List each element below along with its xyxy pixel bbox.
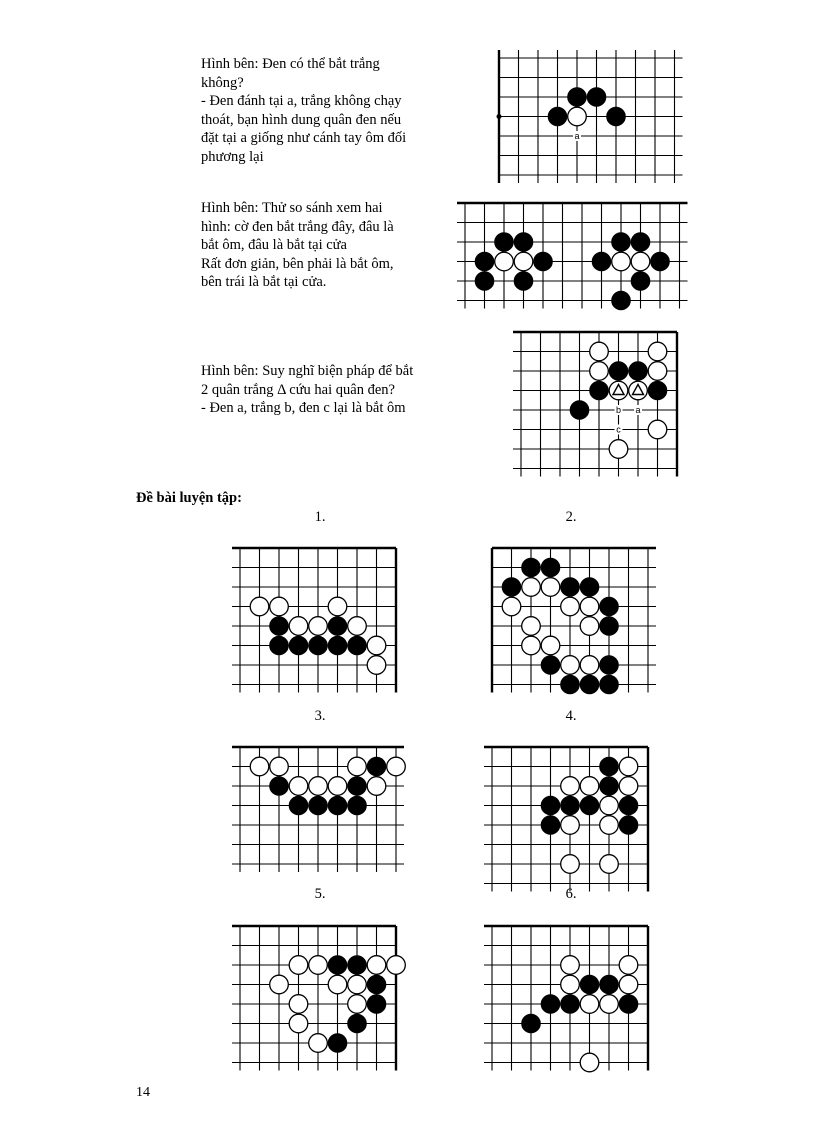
white-stone <box>590 362 609 381</box>
page-number: 14 <box>136 1085 150 1100</box>
black-stone <box>541 656 560 675</box>
black-stone <box>514 272 533 291</box>
white-stone <box>289 617 308 636</box>
white-stone <box>289 956 308 975</box>
white-stone <box>580 777 599 796</box>
black-stone <box>600 675 619 694</box>
white-stone <box>309 617 328 636</box>
white-stone <box>367 777 386 796</box>
black-stone <box>651 252 670 271</box>
black-stone <box>631 233 650 252</box>
white-stone <box>580 617 599 636</box>
black-stone <box>367 975 386 994</box>
black-stone <box>289 636 308 655</box>
black-stone <box>580 675 599 694</box>
black-stone <box>328 796 347 815</box>
explanation-line: không? <box>201 74 244 91</box>
white-stone <box>580 656 599 675</box>
white-stone <box>348 757 367 776</box>
black-stone <box>348 956 367 975</box>
black-stone <box>348 636 367 655</box>
black-stone <box>328 956 347 975</box>
white-stone <box>522 578 541 597</box>
problem-number-1: 1. <box>314 509 326 525</box>
black-stone <box>367 995 386 1014</box>
white-stone <box>309 777 328 796</box>
black-stone <box>629 362 648 381</box>
explanation-line: hình: cờ đen bắt trắng đây, đâu là <box>201 218 394 235</box>
white-stone <box>270 975 289 994</box>
explanation-line: 2 quân trắng Δ cứu hai quân đen? <box>201 381 395 398</box>
black-stone <box>514 233 533 252</box>
white-stone <box>612 252 631 271</box>
white-stone <box>250 757 269 776</box>
section-title: Đề bài luyện tập: <box>136 490 242 506</box>
white-stone <box>631 252 650 271</box>
white-stone <box>619 956 638 975</box>
black-stone <box>534 252 553 271</box>
black-stone <box>328 636 347 655</box>
white-stone <box>348 995 367 1014</box>
problem-board-2 <box>482 538 652 680</box>
diagram-b <box>455 193 680 303</box>
white-stone <box>541 636 560 655</box>
white-stone <box>609 440 628 459</box>
white-stone <box>367 656 386 675</box>
problem-board-6 <box>482 916 652 1076</box>
black-stone <box>600 656 619 675</box>
white-stone <box>348 617 367 636</box>
white-stone <box>648 342 667 361</box>
hoshi-point <box>497 114 502 119</box>
white-stone <box>600 816 619 835</box>
white-stone <box>348 975 367 994</box>
black-stone <box>502 578 521 597</box>
white-stone <box>619 777 638 796</box>
black-stone <box>619 796 638 815</box>
black-stone <box>590 381 609 400</box>
black-stone <box>619 995 638 1014</box>
black-stone <box>561 675 580 694</box>
white-stone <box>590 342 609 361</box>
explanation-line: Hình bên: Suy nghĩ biện pháp để bắt <box>201 363 414 379</box>
white-stone <box>289 995 308 1014</box>
black-stone <box>495 233 514 252</box>
white-stone <box>309 1034 328 1053</box>
white-stone <box>387 956 406 975</box>
explanation-line: - Đen đánh tại a, trắng không chạy <box>201 93 402 109</box>
problem-board-3 <box>230 737 410 862</box>
black-stone <box>475 272 494 291</box>
white-stone <box>522 636 541 655</box>
black-stone <box>600 777 619 796</box>
black-stone <box>612 233 631 252</box>
black-stone <box>607 107 626 126</box>
white-stone <box>250 597 269 616</box>
explanation-line: thoát, bạn hình dung quân đen nếu <box>201 111 402 128</box>
black-stone <box>270 777 289 796</box>
black-stone <box>270 636 289 655</box>
diagram-c <box>511 322 681 464</box>
point-label-c: c <box>616 424 621 435</box>
black-stone <box>522 1014 541 1033</box>
black-stone <box>600 757 619 776</box>
black-stone <box>548 107 567 126</box>
white-stone <box>648 362 667 381</box>
black-stone <box>541 995 560 1014</box>
white-stone <box>600 796 619 815</box>
black-stone <box>587 88 606 107</box>
explanation-line: phương lại <box>201 148 264 165</box>
black-stone <box>580 975 599 994</box>
black-stone <box>612 291 631 310</box>
point-label-a: a <box>635 405 641 415</box>
black-stone <box>609 362 628 381</box>
white-stone <box>309 956 328 975</box>
explanation-line: bên trái là bắt tại cửa. <box>201 274 327 290</box>
white-stone <box>328 597 347 616</box>
white-stone <box>522 617 541 636</box>
white-stone <box>561 975 580 994</box>
problem-number-5: 5. <box>314 886 326 902</box>
black-stone <box>522 558 541 577</box>
black-stone <box>561 578 580 597</box>
white-stone <box>561 597 580 616</box>
white-stone <box>541 578 560 597</box>
white-stone <box>367 636 386 655</box>
problem-board-4 <box>482 737 652 879</box>
black-stone <box>568 88 587 107</box>
white-stone <box>619 975 638 994</box>
white-stone <box>580 995 599 1014</box>
black-stone <box>570 401 589 420</box>
black-stone <box>541 796 560 815</box>
black-stone <box>367 757 386 776</box>
problem-board-5 <box>230 916 400 1058</box>
white-stone <box>561 855 580 874</box>
black-stone <box>328 1034 347 1053</box>
black-stone <box>328 617 347 636</box>
black-stone <box>580 796 599 815</box>
problem-number-6: 6. <box>565 886 577 902</box>
black-stone <box>309 796 328 815</box>
explanation-line: Rất đơn giản, bên phải là bắt ôm, <box>201 255 394 272</box>
black-stone <box>600 617 619 636</box>
white-stone <box>270 597 289 616</box>
black-stone <box>619 816 638 835</box>
white-stone <box>289 777 308 796</box>
black-stone <box>348 1014 367 1033</box>
black-stone <box>561 995 580 1014</box>
white-stone <box>502 597 521 616</box>
white-stone <box>619 757 638 776</box>
problem-number-3: 3. <box>314 708 326 724</box>
diagram-a <box>489 48 679 173</box>
black-stone <box>631 272 650 291</box>
white-stone <box>561 956 580 975</box>
black-stone <box>592 252 611 271</box>
white-stone <box>561 816 580 835</box>
white-stone <box>328 777 347 796</box>
black-stone <box>600 597 619 616</box>
grid-lines <box>499 50 683 183</box>
black-stone <box>348 796 367 815</box>
explanation-line: - Đen a, trắng b, đen c lại là bắt ôm <box>201 400 406 416</box>
black-stone <box>348 777 367 796</box>
white-stone <box>600 855 619 874</box>
white-stone <box>648 420 667 439</box>
black-stone <box>475 252 494 271</box>
black-stone <box>541 558 560 577</box>
white-stone <box>600 995 619 1014</box>
white-stone <box>561 777 580 796</box>
black-stone <box>648 381 667 400</box>
black-stone <box>600 975 619 994</box>
black-stone <box>541 816 560 835</box>
explanation-line: Hình bên: Thử so sánh xem hai <box>201 200 383 216</box>
explanation-line: đặt tại a giống như cánh tay ôm đối <box>201 130 407 146</box>
point-label-b: b <box>615 405 622 415</box>
white-stone <box>289 1014 308 1033</box>
white-stone <box>495 252 514 271</box>
explanation-line: Hình bên: Đen có thể bắt trắng <box>201 56 380 72</box>
white-stone <box>580 1053 599 1072</box>
black-stone <box>289 796 308 815</box>
white-stone <box>270 757 289 776</box>
black-stone <box>309 636 328 655</box>
explanation-2 <box>201 199 439 292</box>
white-stone <box>514 252 533 271</box>
explanation-1 <box>201 55 439 166</box>
white-stone <box>367 956 386 975</box>
problem-board-1 <box>230 538 400 680</box>
black-stone <box>561 796 580 815</box>
explanation-3 <box>201 362 441 418</box>
problem-number-4: 4. <box>565 708 577 724</box>
problem-number-2: 2. <box>565 509 577 525</box>
explanation-line: bắt ôm, đâu là bắt tại cửa <box>201 237 347 253</box>
white-stone <box>328 975 347 994</box>
black-stone <box>580 578 599 597</box>
white-stone <box>387 757 406 776</box>
white-stone <box>580 597 599 616</box>
white-stone <box>568 107 587 126</box>
point-label-a: a <box>574 131 580 141</box>
black-stone <box>270 617 289 636</box>
white-stone <box>561 656 580 675</box>
